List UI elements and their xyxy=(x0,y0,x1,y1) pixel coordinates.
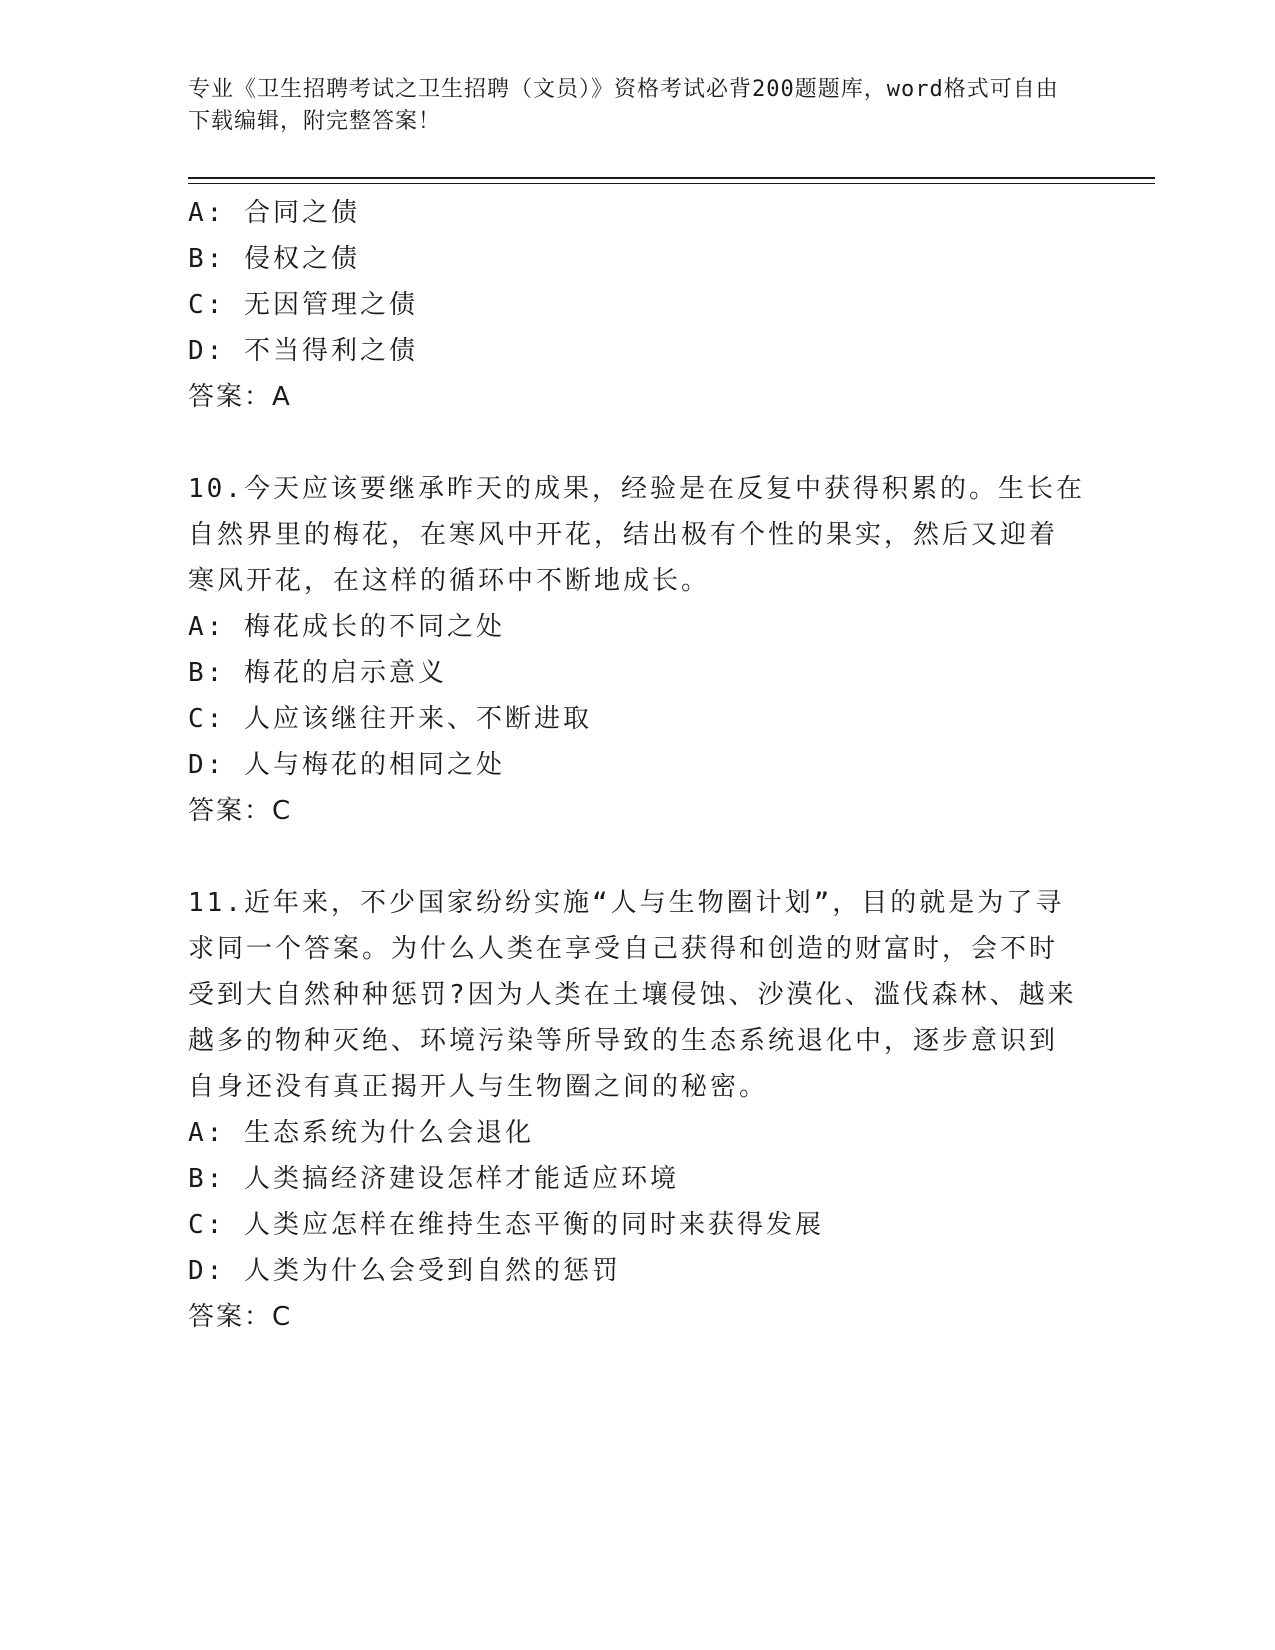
answer: 答案：A xyxy=(188,382,292,412)
answer: 答案：C xyxy=(188,1302,293,1332)
option-b: B: 人类搞经济建设怎样才能适应环境 xyxy=(188,1164,679,1194)
partial-question xyxy=(188,190,1088,420)
header-divider-thick xyxy=(188,177,1155,179)
document-header: 专业《卫生招聘考试之卫生招聘（文员）》资格考试必背200题题库，word格式可自由下载编辑，附完整答案！ xyxy=(188,77,1059,134)
question-stem-line: 求同一个答案。为什么人类在享受自己获得和创造的财富时，会不时 xyxy=(188,934,1059,964)
question-11 xyxy=(188,880,1088,1340)
question-stem-line: 10.今天应该要继承昨天的成果，经验是在反复中获得积累的。生长在 xyxy=(188,474,1085,504)
header-divider-thin xyxy=(188,183,1155,184)
option-c: C: 人类应怎样在维持生态平衡的同时来获得发展 xyxy=(188,1210,824,1240)
question-stem-line: 11.近年来，不少国家纷纷实施“人与生物圈计划”，目的就是为了寻 xyxy=(188,888,1065,918)
option-c: C: 无因管理之债 xyxy=(188,290,418,320)
question-stem-line: 受到大自然种种惩罚?因为人类在土壤侵蚀、沙漠化、滥伐森林、越来 xyxy=(188,980,1077,1010)
option-d: D: 不当得利之债 xyxy=(188,336,418,366)
option-a: A: 合同之债 xyxy=(188,198,360,228)
option-b: B: 梅花的启示意义 xyxy=(188,658,447,688)
question-stem-line: 越多的物种灭绝、环境污染等所导致的生态系统退化中，逐步意识到 xyxy=(188,1026,1059,1056)
option-d: D: 人类为什么会受到自然的惩罚 xyxy=(188,1256,621,1286)
option-c: C: 人应该继往开来、不断进取 xyxy=(188,704,592,734)
answer: 答案：C xyxy=(188,796,293,826)
question-stem-line: 自然界里的梅花，在寒风中开花，结出极有个性的果实，然后又迎着 xyxy=(188,520,1059,550)
option-d: D: 人与梅花的相同之处 xyxy=(188,750,505,780)
question-list xyxy=(188,190,1088,1340)
option-a: A: 生态系统为什么会退化 xyxy=(188,1118,534,1148)
option-b: B: 侵权之债 xyxy=(188,244,360,274)
question-10 xyxy=(188,466,1088,834)
option-a: A: 梅花成长的不同之处 xyxy=(188,612,505,642)
question-stem-line: 自身还没有真正揭开人与生物圈之间的秘密。 xyxy=(188,1072,769,1102)
question-stem-line: 寒风开花，在这样的循环中不断地成长。 xyxy=(188,566,711,596)
